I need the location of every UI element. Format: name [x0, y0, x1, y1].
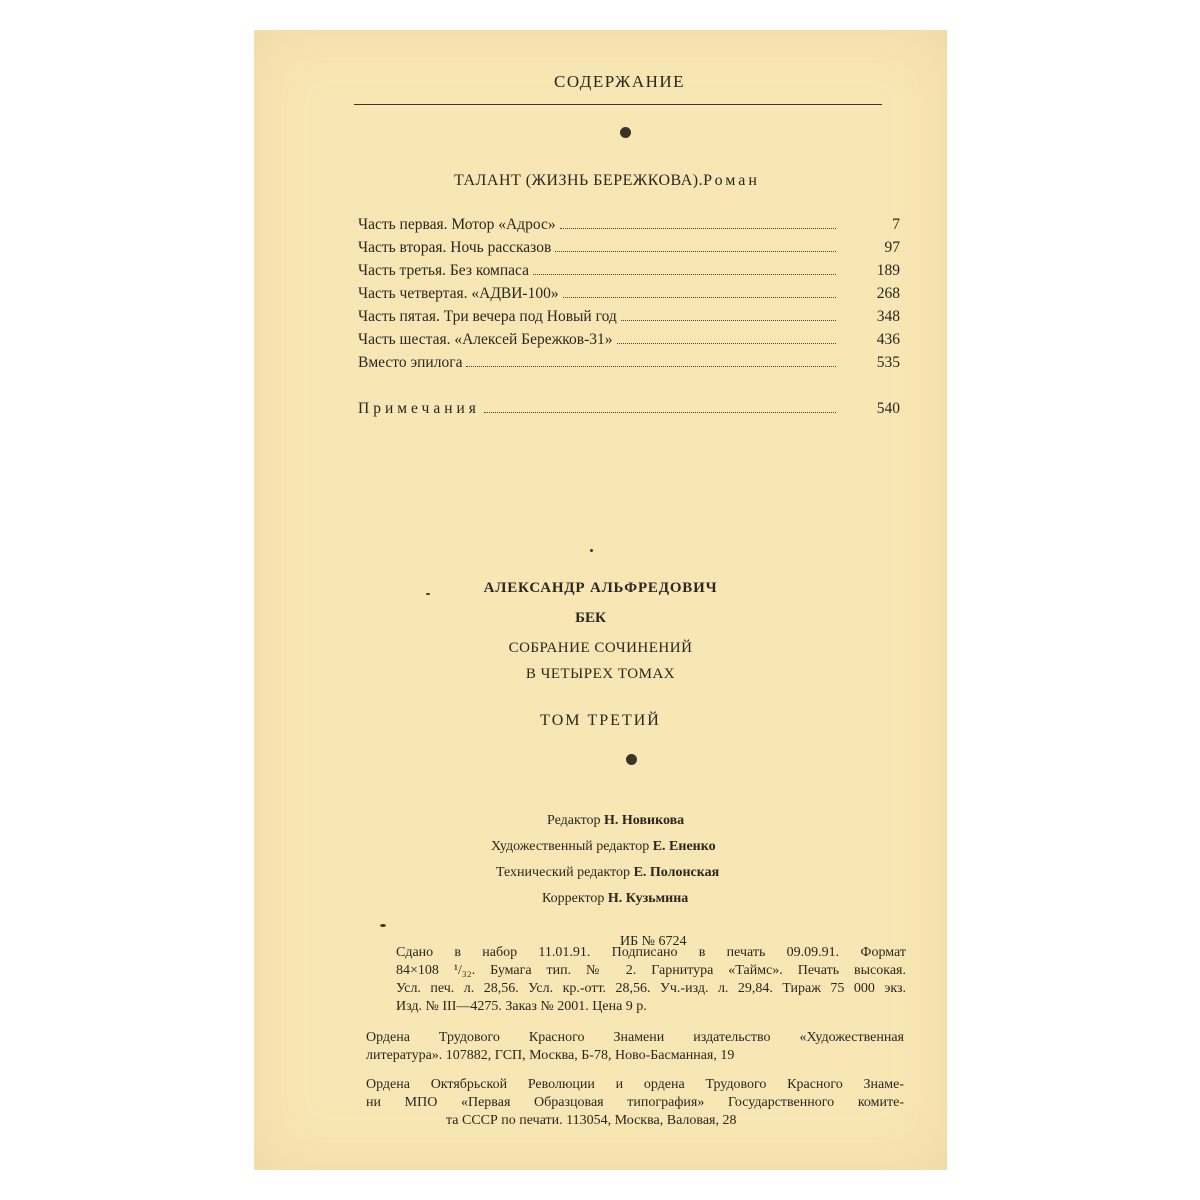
credit-art-editor [491, 839, 716, 855]
publisher-line: литература». 107882, ГСП, Москва, Б-78, Ново-Басманная, 19 [366, 1048, 735, 1063]
toc-entry[interactable] [358, 239, 900, 261]
collection-title-line1: СОБРАНИЕ СОЧИНЕНИЙ [508, 640, 693, 656]
author-name: АЛЕКСАНДР АЛЬФРЕДОВИЧ [483, 580, 718, 596]
toc-entry-label: Вместо эпилога [358, 354, 463, 371]
toc-entry-label: Часть первая. Мотор «Адрос» [358, 216, 556, 233]
toc-entry-label: Часть третья. Без компаса [358, 262, 529, 279]
print-detail-line: Усл. печ. л. 28,56. Усл. кр.-отт. 28,56. Уч.-изд. л. 29,84. Тираж 75 000 экз. [396, 981, 906, 996]
printer-line: та СССР по печати. 113054, Москва, Валовая, 28 [446, 1113, 737, 1128]
printer-line: ни МПО «Первая Образцовая типография» Государственного комите- [366, 1095, 904, 1110]
credit-editor [547, 813, 684, 829]
toc-leader [621, 320, 836, 321]
novel-title [454, 172, 760, 190]
toc-entry-label: Часть шестая. «Алексей Бережков-31» [358, 331, 613, 348]
novel-title-text: ТАЛАНТ (ЖИЗНЬ БЕРЕЖКОВА). [454, 172, 704, 189]
paper-speck [590, 549, 593, 552]
credit-person: Н. Новикова [604, 813, 685, 828]
paper-speck [380, 924, 386, 927]
toc-entry-page: 535 [876, 354, 900, 371]
toc-leader [466, 366, 836, 367]
contents-heading: СОДЕРЖАНИЕ [554, 72, 686, 91]
credit-role: Корректор [542, 891, 605, 906]
toc-leader [560, 228, 836, 229]
toc-leader [533, 274, 836, 275]
toc-entry[interactable] [358, 331, 900, 353]
toc-notes-page: 540 [876, 400, 900, 417]
heading-rule [354, 104, 882, 105]
toc-entry-page: 97 [884, 239, 900, 256]
toc-entry-label: Часть пятая. Три вечера под Новый год [358, 308, 617, 325]
credit-person: Е. Полонская [633, 865, 720, 880]
toc-leader [484, 412, 836, 413]
toc-notes-label: Примечания [358, 400, 480, 417]
credit-person: Н. Кузьмина [607, 891, 689, 906]
toc-leader [555, 251, 836, 252]
toc-leader [563, 297, 836, 298]
print-detail-line: Сдано в набор 11.01.91. Подписано в печать 09.09.91. Формат [396, 945, 906, 960]
printer-details [366, 1076, 904, 1130]
publisher-line: Ордена Трудового Красного Знамени издательство «Художественная [366, 1030, 904, 1045]
author-surname: БЕК [575, 610, 606, 626]
toc-entry-page: 7 [892, 216, 900, 233]
toc-entry-label: Часть вторая. Ночь рассказов [358, 239, 552, 256]
toc-leader [617, 343, 836, 344]
toc-entry-page: 268 [876, 285, 900, 302]
toc-entry[interactable] [358, 308, 900, 330]
toc-entry-page: 436 [876, 331, 900, 348]
toc-entry-page: 348 [876, 308, 900, 325]
toc-entry-label: Часть четвертая. «АДВИ-100» [358, 285, 559, 302]
volume-title: ТОМ ТРЕТИЙ [540, 712, 661, 729]
printer-line: Ордена Октябрьской Революции и ордена Трудового Красного Знаме- [366, 1077, 904, 1092]
toc-notes-entry[interactable] [358, 400, 900, 422]
credit-role: Редактор [547, 813, 601, 828]
publisher-details [366, 1029, 904, 1065]
print-details [396, 944, 906, 1016]
credit-tech-editor [496, 865, 719, 881]
credit-proofreader [542, 891, 688, 907]
credit-role: Технический редактор [496, 865, 631, 880]
print-detail-line: Изд. № III—4275. Заказ № 2001. Цена 9 р. [396, 999, 647, 1014]
print-detail-line: 84×108 ¹/₃₂. Бумага тип. № 2. Гарнитура «Таймс». Печать высокая. [396, 963, 906, 978]
toc-entry-page: 189 [876, 262, 900, 279]
ornament-dot [626, 754, 637, 765]
credit-role: Художественный редактор [491, 839, 650, 854]
toc-entry[interactable] [358, 354, 900, 376]
credit-person: Е. Ененко [652, 839, 716, 854]
toc-entry[interactable] [358, 262, 900, 284]
ib-number: ИБ № 6724 [620, 934, 687, 949]
ornament-dot [620, 127, 631, 138]
book-page [254, 30, 947, 1170]
toc-entry[interactable] [358, 285, 900, 307]
collection-title-line2: В ЧЕТЫРЕХ ТОМАХ [525, 666, 676, 682]
toc-entry[interactable] [358, 216, 900, 238]
novel-genre: Роман [703, 172, 760, 189]
